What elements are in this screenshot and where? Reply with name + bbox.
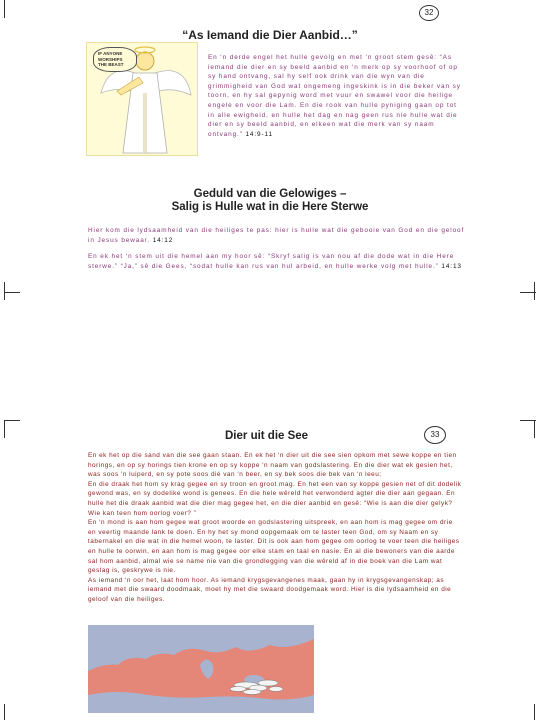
paragraph: En ‘n mond is aan hom gegee wat groot woorde en godslastering uitspreek, en aan hom is mag gegee om drie en veertig maande lank te doen. En hy het sy mond oopgemaak om te laster teen God, om sy Naam en sy tabernakel en die wat in die hemel woon, te laster. Dit is ook aan hom gegee om oorlog te voer teen die heiliges en hulle te oorwin, en aan hom is mag gegee oor elke stam en taal en nasie. En al die bewoners van die aarde sal hom aanbid, almal wie se name nie van die grondlegging van die wêreld af in die boek van die Lam wat geslag is, geskrywe is nie. (88, 519, 460, 575)
section-title-line1: Geduld van die Gelowiges – (193, 188, 347, 200)
section-title (0, 188, 540, 214)
section-title-line2: Salig is Hulle wat in die Here Sterwe (171, 201, 369, 213)
verse-reference: 14:9-11 (245, 130, 273, 138)
crop-mark (520, 420, 536, 421)
crop-mark (4, 0, 5, 18)
verse-paragraph (88, 226, 468, 245)
paragraph: En ek het op die sand van die see gaan staan. En ek het ‘n dier uit die see sien opkom met sewe koppe en tien horings, en op sy horings tien krone en op sy koppe ‘n naam van godslastering. En die dier wat ek gesien het, was soos ‘n luiperd, en sy pote soos dié van ‘n beer, en sy bek soos die bek van ‘n leeu; (88, 452, 457, 479)
crop-mark (534, 704, 535, 720)
crop-mark (4, 704, 5, 720)
paragraph: As iemand ‘n oor het, laat hom hoor. As iemand krygsgevangenes maak, gaan hy in krygsgevangenskap; as iemand met die swaard doodmaak, moet hy met die swaard doodgemaak word. Hier is die lydsaamheid en die geloof van die heiliges. (88, 576, 452, 603)
angel-caption: IF ANYONE WORSHIPS THE BEAST (93, 47, 137, 72)
verse-text (208, 53, 466, 139)
verse-body: En ‘n derde engel het hulle gevolg en met ‘n groot stem gesê: “As iemand die dier en sy beeld aanbid en ‘n merk op sy voorhoof of op sy hand ontvang, sal hy self ook drink van die wyn van die grimmigheid van God wat ongemeng ingeskink is in die beker van sy toorn, en hy sal gepynig word met vuur en swawel voor die heilige engele en voor die Lam. En die rook van hulle pyniging gaan op tot in alle ewigheid, en hulle het dag en nag geen rus nie hulle wat die dier en sy beeld aanbid, en elkeen wat die merk van sy naam ontvang.” (208, 54, 461, 138)
verse-paragraph (88, 252, 468, 271)
crop-mark (4, 420, 20, 421)
verse-reference: 14:13 (441, 262, 462, 270)
crop-mark (4, 282, 5, 300)
page-number: 32 (419, 5, 439, 21)
crop-mark (520, 292, 536, 293)
mediterranean-map (88, 625, 314, 713)
verse-body: En ek het ‘n stem uit die hemel aan my hoor sê: “Skryf salig is van nou af die dode wat in die Here sterwe.” “Ja,” sê die Gees, “sodat hulle kan rus van hul arbeid, en hulle werke volg met hulle.” (88, 253, 455, 270)
chapter-text (88, 451, 462, 605)
slide-title: Dier uit die See (225, 430, 309, 442)
crop-mark (4, 420, 5, 438)
crop-mark (534, 420, 535, 438)
crop-mark (4, 292, 20, 293)
verse-reference: 14:12 (152, 236, 174, 244)
page-number: 33 (424, 426, 446, 444)
verse-body: Hier kom die lydsaamheid van die heiliges te pas: hier is hulle wat die gebooie van God en die geloof in Jesus bewaar. (88, 227, 465, 244)
paragraph: En die draak het hom sy krag gegee en sy troon en groot mag. En het een van sy koppe gesien net of dit dodelik gewond was, en sy dodelike wond is genees. En die hele wêreld het verwonderd agter die dier aan gegaan. En hulle het die draak aanbid wat die dier mag gegee het, en die dier aanbid en gesê: “Wie is aan die dier gelyk? Wie kan teen hom oorlog voer? ” (88, 480, 462, 517)
crop-mark (534, 282, 535, 300)
map-icon (88, 625, 314, 713)
angel-illustration (86, 42, 198, 156)
slide-title: “As Iemand die Dier Aanbid…” (182, 28, 358, 42)
